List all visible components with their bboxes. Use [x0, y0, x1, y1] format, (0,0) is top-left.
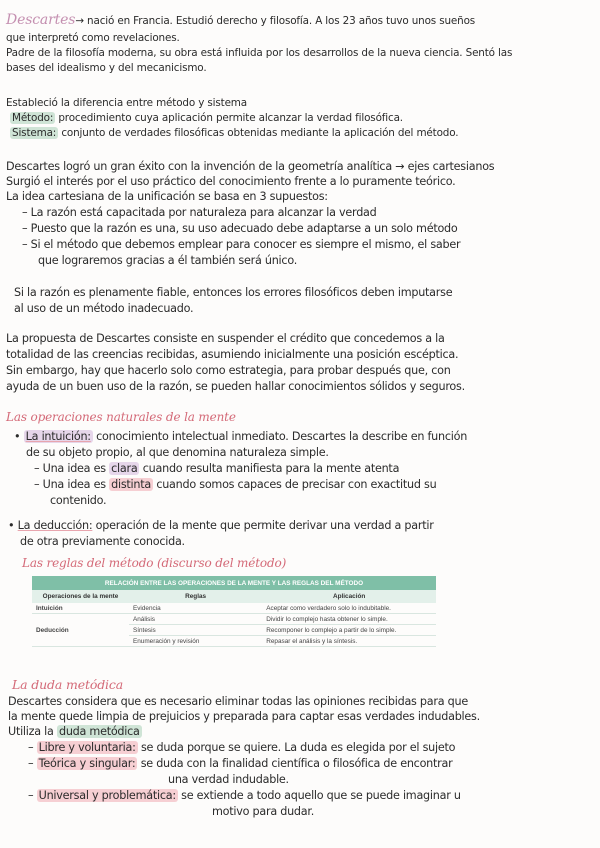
clara-term: clara: [111, 462, 138, 475]
application-cell: Dividir lo complejo hasta obtener lo simple.: [262, 614, 436, 625]
assumption-3-cont: que lograremos gracias a él también será único.: [38, 254, 298, 267]
intro-line-4: bases del idealismo y del mecanicismo.: [6, 62, 207, 74]
table-header: Aplicación: [262, 590, 436, 603]
metodo-definition: procedimiento cuya aplicación permite alcanzar la verdad filosófica.: [58, 112, 403, 124]
libre-term: Libre y voluntaria:: [38, 741, 136, 754]
bullet-icon: •: [8, 519, 15, 532]
table-header: Operaciones de la mente: [32, 590, 129, 603]
clara-pre: – Una idea es: [34, 462, 106, 475]
application-cell: Recomponer lo complejo a partir de lo simple.: [262, 625, 436, 636]
universal-term: Universal y problemática:: [38, 789, 176, 802]
table-caption: RELACIÓN ENTRE LAS OPERACIONES DE LA MENTE Y LAS REGLAS DEL MÉTODO: [32, 576, 436, 590]
conclusion-line-1: Si la razón es plenamente fiable, entonces los errores filosóficos deben imputarse: [14, 286, 453, 299]
doubt-l3-pre: Utiliza la: [8, 725, 54, 738]
doubt-line-3: [8, 725, 142, 738]
teorica-line: – Teórica y singular: se duda con la finalidad científica o filosófica de encontrar: [28, 757, 453, 770]
assumption-3: – Si el método que debemos emplear para conocer es siempre el mismo, el saber: [22, 238, 461, 251]
rules-table: [32, 576, 436, 647]
table-header: Reglas: [129, 590, 262, 603]
distinta-line: [34, 478, 436, 491]
universal-line: – Universal y problemática: se extiende a todo aquello que se puede imaginar u: [28, 789, 461, 802]
intro-line-3: Padre de la filosofía moderna, su obra está influida por los desarrollos de la nueva ciencia. Sentó las: [6, 47, 513, 59]
sistema-line: [10, 127, 458, 140]
assumption-2: – Puesto que la razón es una, su uso adecuado debe adaptarse a un solo método: [22, 222, 458, 235]
success-line-3: La idea cartesiana de la unificación se basa en 3 supuestos:: [6, 190, 328, 203]
universal-def: se extiende a todo aquello que se puede imaginar u: [181, 789, 461, 802]
proposal-line-4: ayuda de un buen uso de la razón, se pueden hallar conocimientos sólidos y seguros.: [6, 380, 465, 393]
intuicion-line-1: [14, 430, 467, 443]
distinta-post: cuando somos capaces de precisar con exactitud su: [156, 478, 437, 491]
doubt-line-1: Descartes considera que es necesario eliminar todas las opiniones recibidas para que: [8, 695, 468, 708]
success-line-1: Descartes logró un gran éxito con la invención de la geometría analítica → ejes cartesianos: [6, 160, 495, 173]
teorica-term: Teórica y singular:: [38, 757, 136, 770]
operations-heading: Las operaciones naturales de la mente: [6, 410, 236, 424]
doubt-line-2: la mente quede limpia de prejuicios y preparada para captar esas verdades indudables.: [8, 710, 480, 723]
distinta-term: distinta: [111, 478, 151, 491]
application-cell: Aceptar como verdadero solo lo indubitable.: [262, 603, 436, 614]
table-row: [32, 603, 436, 614]
deduccion-def: operación de la mente que permite derivar una verdad a partir: [95, 519, 434, 532]
sistema-term: Sistema:: [12, 127, 57, 139]
libre-def: se duda porque se quiere. La duda es elegida por el sujeto: [140, 741, 456, 754]
deduccion-term: La deducción:: [17, 519, 93, 532]
distinta-line-2: contenido.: [50, 494, 107, 507]
method-system-intro: Estableció la diferencia entre método y sistema: [6, 97, 248, 109]
clara-post: cuando resulta manifiesta para la mente atenta: [142, 462, 400, 475]
teorica-def: se duda con la finalidad científica o filosófica de encontrar: [140, 757, 453, 770]
intuicion-line-2: de su objeto propio, al que denomina naturaleza simple.: [26, 446, 329, 459]
operation-cell: Deducción: [32, 614, 129, 647]
bullet-icon: •: [14, 430, 21, 443]
intro-line-1-text: → nació en Francia. Estudió derecho y filosofía. A los 23 años tuvo unos sueños: [75, 15, 476, 27]
intro-line-2: que interpretó como revelaciones.: [6, 32, 180, 44]
distinta-pre: – Una idea es: [34, 478, 106, 491]
rule-cell: Evidencia: [129, 603, 262, 614]
conclusion-line-2: al uso de un método inadecuado.: [14, 302, 194, 315]
proposal-line-3: Sin embargo, hay que hacerlo solo como estrategia, para probar después que, con: [6, 364, 451, 377]
duda-metodica-term: duda metódica: [58, 725, 140, 738]
libre-line: – Libre y voluntaria: se duda porque se quiere. La duda es elegida por el sujeto: [28, 741, 456, 754]
application-cell: Repasar el análisis y la síntesis.: [262, 636, 436, 647]
assumption-1: – La razón está capacitada por naturaleza para alcanzar la verdad: [22, 206, 377, 219]
intuicion-term: La intuición:: [25, 430, 91, 443]
rule-cell: Síntesis: [129, 625, 262, 636]
teorica-line-2: una verdad indudable.: [168, 773, 289, 786]
proposal-line-1: La propuesta de Descartes consiste en suspender el crédito que concedemos a la: [6, 332, 445, 345]
rule-cell: Enumeración y revisión: [129, 636, 262, 647]
table-row: [32, 614, 436, 625]
success-line-2: Surgió el interés por el uso práctico del conocimiento frente a lo puramente teórico.: [6, 175, 456, 188]
doubt-heading: La duda metódica: [12, 677, 124, 692]
rule-cell: Análisis: [129, 614, 262, 625]
sistema-definition: conjunto de verdades filosóficas obtenidas mediante la aplicación del método.: [61, 127, 459, 139]
clara-line: [34, 462, 399, 475]
metodo-line: [10, 112, 403, 125]
operation-cell: Intuición: [32, 603, 129, 614]
metodo-term: Método:: [12, 112, 54, 124]
universal-line-2: motivo para dudar.: [212, 805, 315, 818]
rules-heading: Las reglas del método (discurso del método): [22, 556, 287, 570]
proposal-line-2: totalidad de las creencias recibidas, asumiendo inicialmente una posición escéptica.: [6, 348, 459, 361]
deduccion-line-2: de otra previamente conocida.: [20, 535, 185, 548]
page-title: Descartes: [6, 12, 76, 28]
intro-line-1: [6, 14, 475, 28]
intuicion-def: conocimiento intelectual inmediato. Descartes la describe en función: [96, 430, 468, 443]
deduccion-line-1: [8, 519, 434, 532]
